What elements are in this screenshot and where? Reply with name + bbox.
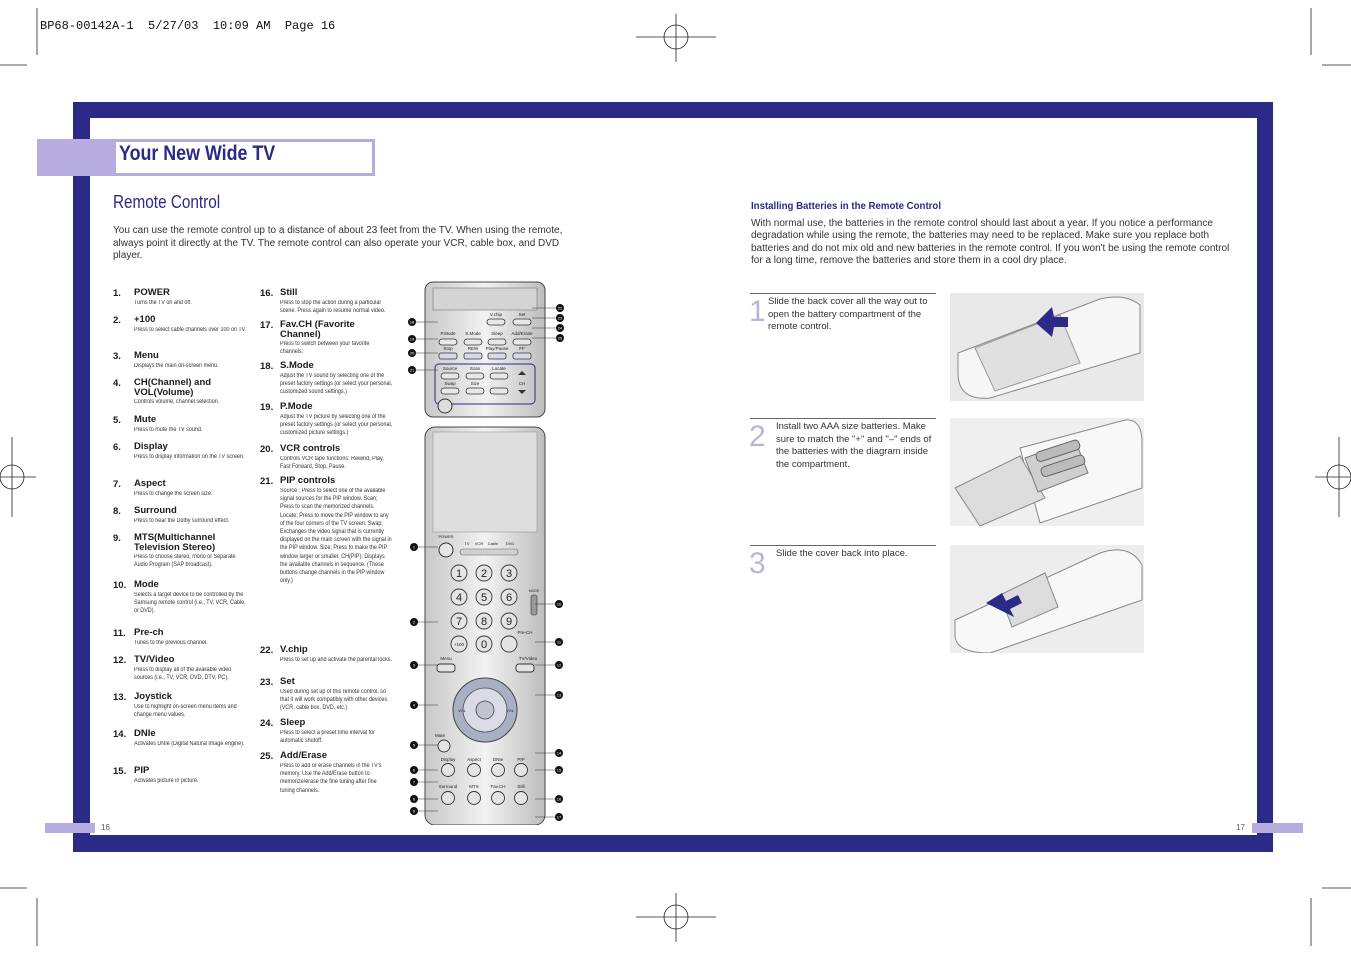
remote-button[interactable] <box>513 319 531 325</box>
item-heading <box>113 288 253 299</box>
remote-button[interactable] <box>439 339 457 345</box>
item-name: TV/Video <box>134 654 175 665</box>
registration-mark-bottom <box>636 893 716 942</box>
item-number: 12. <box>113 655 127 666</box>
callout-number: 1 <box>412 544 416 550</box>
registration-mark-top <box>636 14 716 62</box>
callout-number: 16 <box>556 796 562 802</box>
prech-label: Pre-CH <box>517 630 533 635</box>
install-title: Installing Batteries in the Remote Control <box>751 200 942 212</box>
item-number: 18. <box>260 361 274 372</box>
remote-button-label: Display <box>440 757 456 762</box>
list-item <box>113 655 253 682</box>
remote-button[interactable] <box>515 792 528 805</box>
pip-button[interactable] <box>466 388 484 394</box>
pip-button-label: Locate <box>492 366 506 371</box>
item-heading <box>113 655 253 666</box>
item-description: Press to select cable channels over 100 on TV. <box>134 327 247 333</box>
joystick-center <box>476 701 494 719</box>
item-description: Used during set up of this remote control, so that it will work compatibly with other devices (VCR, cable box, DVD, etc.) <box>280 689 388 712</box>
item-heading <box>260 677 400 688</box>
digit-label: 8 <box>480 616 488 628</box>
item-number: 9. <box>113 533 121 544</box>
step-number: 2 <box>749 420 766 453</box>
item-description: Source ; Press to select one of the available signal sources for the PIP window. Scan; Press to scan the memorized channels. Locate; Press to move the PIP window to any of the four corners of the TV screen. Swap; Exchanges the video signal that is currently displayed on the main screen with the signal in the PIP window. Size; Press to make the PIP window larger or smaller. CH(PIP); Displays the available channels in sequence. (These buttons change channels in the PIP window only.) <box>280 488 392 585</box>
list-item <box>113 479 253 498</box>
item-number: 14. <box>113 729 127 740</box>
item-description: Adjust the TV sound by selecting one of the preset factory settings (or select your personal, customized sound settings.) <box>280 373 393 396</box>
remote-button[interactable] <box>492 764 505 777</box>
item-name: +100 <box>134 314 156 325</box>
item-heading <box>113 378 253 398</box>
remote-button[interactable] <box>513 339 531 345</box>
item-number: 8. <box>113 506 121 517</box>
callout-number: 9 <box>412 808 416 814</box>
list-item <box>113 506 253 525</box>
item-name: Sleep <box>280 717 306 728</box>
item-name: DNIe <box>134 728 156 739</box>
callout-number: 3 <box>412 662 416 668</box>
vcr-button[interactable] <box>513 353 531 359</box>
item-number: 7. <box>113 479 121 490</box>
item-number: 11. <box>113 628 126 639</box>
list-item <box>113 351 253 370</box>
footer-band-left <box>45 823 95 833</box>
callout-number: 11 <box>556 639 562 645</box>
item-name: MTS(Multichannel Television Stereo) <box>134 532 216 553</box>
item-description: Press to display information on the TV screen. <box>134 454 245 460</box>
mute-label: Mute <box>434 733 446 738</box>
remote-button[interactable] <box>442 764 455 777</box>
mode-switch[interactable] <box>531 595 537 615</box>
item-description: Turns the TV on and off. <box>134 300 192 306</box>
power-icon[interactable] <box>439 543 453 557</box>
install-body: With normal use, the batteries in the remote control should last about a year. If you notice a performance degradation while using the remote, the batteries may need to be replaced. Make sure you replace both batteries and do not mix old and new batteries in the remote control. If you won't be using the remote control for a long time, remove the batteries and store them in a cool dry place. <box>751 218 1230 266</box>
remote-button[interactable] <box>442 792 455 805</box>
remote-button[interactable] <box>464 339 482 345</box>
item-heading <box>260 718 400 729</box>
item-description: Press to switch between your favorite channels. <box>280 341 370 356</box>
list-item <box>260 476 400 585</box>
item-description: Activates DNIe (Digital Natural Image engine). <box>134 741 245 747</box>
item-heading <box>113 479 253 490</box>
item-heading <box>113 692 253 703</box>
digit-label: 7 <box>455 616 463 628</box>
item-heading <box>260 444 400 455</box>
step-text: Install two AAA size batteries. Make sure to match the "+" and "–" ends of the batteries with the diagram inside the compartment. <box>776 421 932 470</box>
remote-button[interactable] <box>515 764 528 777</box>
registration-mark-left <box>0 437 36 517</box>
item-name: POWER <box>134 287 170 298</box>
item-heading <box>113 580 253 591</box>
pip-button[interactable] <box>441 373 459 379</box>
callout-number: 5 <box>412 742 416 748</box>
item-number: 13. <box>113 692 127 703</box>
item-name: Aspect <box>134 478 166 489</box>
callout-number: 8 <box>412 796 416 802</box>
remote-button[interactable] <box>492 792 505 805</box>
item-description: Press to change the screen size. <box>134 491 213 497</box>
list-item <box>113 378 253 406</box>
item-heading <box>260 361 400 372</box>
vcr-button-label: Stop <box>443 346 453 351</box>
item-heading <box>113 766 253 777</box>
callout-number: 24 <box>557 325 563 331</box>
item-heading <box>113 442 253 453</box>
list-item <box>260 444 400 471</box>
items-column-1 <box>113 288 253 818</box>
item-heading <box>113 315 253 326</box>
item-name: VCR controls <box>280 443 341 454</box>
digit-label: 6 <box>505 592 513 604</box>
callout-number: 18 <box>409 319 415 325</box>
item-name: Still <box>280 287 298 298</box>
item-number: 2. <box>113 315 121 326</box>
set-label: Set <box>518 312 526 317</box>
item-number: 17. <box>260 320 274 331</box>
battery-step-2-illustration <box>950 418 1144 526</box>
callout-number: 12 <box>556 662 562 668</box>
section-title: Remote Control <box>113 192 221 212</box>
step-number: 3 <box>749 547 766 580</box>
callout-number: 21 <box>409 367 415 373</box>
step-number: 1 <box>749 295 766 328</box>
remote-button-label: Surround <box>438 784 458 789</box>
mode-label: TV <box>464 541 470 546</box>
item-number: 5. <box>113 415 121 426</box>
item-number: 16. <box>260 288 274 299</box>
battery-step-3-illustration <box>950 545 1144 653</box>
pip-button[interactable] <box>466 373 484 379</box>
list-item <box>113 766 253 785</box>
mode-label: DVD <box>505 541 515 546</box>
digit-label: 3 <box>505 568 513 580</box>
vcr-button[interactable] <box>439 353 457 359</box>
item-name: Fav.CH (Favorite Channel) <box>280 319 355 340</box>
item-description: Controls VCR tape functions: Rewind, Play, Fast Forward, Stop, Pause. <box>280 456 384 471</box>
pip-button[interactable] <box>441 388 459 394</box>
list-item <box>113 729 253 748</box>
mute-icon[interactable] <box>438 740 450 752</box>
step-divider <box>750 545 936 546</box>
item-description: Press to add or erase channels in the TV's memory. Use the Add/Erase button to memorize/erase the fine tuning after fine tuning channels. <box>280 763 382 794</box>
list-item <box>113 415 253 434</box>
item-description: Tunes to the previous channel. <box>134 640 208 646</box>
callout-number: 20 <box>409 350 415 356</box>
item-description: Displays the main on-screen menu. <box>134 363 219 369</box>
item-name: Surround <box>134 505 177 516</box>
vcr-button-label: Play/Pause <box>485 346 509 351</box>
item-heading <box>113 506 253 517</box>
menu-button[interactable] <box>437 664 455 672</box>
plus100-label: +100 <box>453 642 465 647</box>
callout-number: 15 <box>556 767 562 773</box>
step-text: Slide the cover back into place. <box>776 548 908 559</box>
remote-button-label: Aspect <box>467 757 481 762</box>
callout-number: 25 <box>557 335 563 341</box>
power-label: POWER <box>438 534 454 539</box>
digit-label: 4 <box>455 592 463 604</box>
remote-button[interactable] <box>488 339 506 345</box>
item-number: 20. <box>260 444 274 455</box>
remote-button-label: Add/Erase <box>511 331 533 336</box>
menu-label: Menu <box>440 656 452 661</box>
callout-number: 22 <box>557 305 563 311</box>
item-heading <box>260 645 400 656</box>
callout-number: 14 <box>556 750 562 756</box>
item-description: Press to set up and activate the parental locks. <box>280 657 392 663</box>
list-item <box>113 533 253 569</box>
item-name: Set <box>280 676 295 687</box>
item-number: 1. <box>113 288 121 299</box>
digit-label: 2 <box>480 568 488 580</box>
vchip-label: V.chip <box>489 312 503 317</box>
ch-label: CH <box>518 381 526 386</box>
item-number: 3. <box>113 351 121 362</box>
pip-button-label: Swap <box>444 381 456 386</box>
remote-button-label: PIP <box>517 757 525 762</box>
remote-button-label: Fav.CH <box>490 784 506 789</box>
digit-label: 0 <box>480 639 488 651</box>
step-text: Slide the back cover all the way out to open the battery compartment of the remote control. <box>768 296 928 332</box>
callout-number: 19 <box>409 336 415 342</box>
item-name: Display <box>134 441 168 452</box>
remote-control-diagram <box>400 280 570 825</box>
list-item <box>260 677 400 713</box>
item-number: 22. <box>260 645 274 656</box>
page-number-left: 16 <box>101 823 110 832</box>
digit-label: 9 <box>505 616 513 628</box>
vol-label: VOL <box>457 708 467 713</box>
item-heading <box>260 476 400 487</box>
callout-number: 6 <box>412 767 416 773</box>
item-name: Joystick <box>134 691 173 702</box>
item-name: PIP <box>134 765 150 776</box>
items-column-2 <box>260 288 400 818</box>
callout-number: 23 <box>557 315 563 321</box>
item-number: 24. <box>260 718 274 729</box>
item-heading <box>113 729 253 740</box>
list-item <box>260 361 400 397</box>
pip-button-label: Size <box>470 381 480 386</box>
callout-number: 17 <box>556 814 562 820</box>
item-heading <box>260 288 400 299</box>
mode-label: Cable <box>487 541 499 546</box>
item-name: Pre-ch <box>134 627 164 638</box>
remote-button[interactable] <box>487 319 505 325</box>
mode-indicator <box>460 549 518 555</box>
item-heading <box>113 351 253 362</box>
list-item <box>260 320 400 356</box>
remote-button-label: P.Mode <box>440 331 456 336</box>
list-item <box>113 628 253 647</box>
step-divider <box>750 418 936 419</box>
remote-button-label: MTS <box>469 784 479 789</box>
item-name: V.chip <box>280 644 308 655</box>
power-icon-top <box>438 399 452 413</box>
item-name: Mode <box>134 579 159 590</box>
item-number: 19. <box>260 402 274 413</box>
remote-button-label: S.Mode <box>465 331 481 336</box>
item-description: Use to highlight on-screen menu items and change menu values. <box>134 704 237 719</box>
list-item <box>260 751 400 795</box>
list-item <box>260 402 400 438</box>
item-name: Menu <box>134 350 159 361</box>
list-item <box>260 645 400 664</box>
callout-number: 7 <box>412 779 416 785</box>
item-name: PIP controls <box>280 475 336 486</box>
item-description: Adjust the TV picture by selecting one of the preset factory settings (or select your personal, customized picture settings.) <box>280 414 393 437</box>
item-number: 4. <box>113 378 121 389</box>
item-name: Add/Erase <box>280 750 327 761</box>
list-item <box>113 580 253 616</box>
footer-band-right <box>1252 823 1303 833</box>
item-name: CH(Channel) and VOL(Volume) <box>134 377 212 398</box>
item-heading <box>113 533 253 553</box>
item-description: Controls volume, channel selection. <box>134 399 220 405</box>
callout-number: 2 <box>412 619 416 625</box>
item-description: Press to stop the action during a particular scene. Press again to resume normal video. <box>280 300 386 315</box>
tvvideo-label: TV/Video <box>518 656 538 661</box>
pip-button[interactable] <box>490 373 508 379</box>
callout-number: 10 <box>556 601 562 607</box>
item-number: 6. <box>113 442 121 453</box>
list-item <box>260 718 400 745</box>
item-name: P.Mode <box>280 401 313 412</box>
digit-label: 5 <box>480 592 488 604</box>
vcr-button-label: FF <box>519 346 525 351</box>
step-divider <box>750 293 936 294</box>
digit-label: 1 <box>455 568 463 580</box>
pip-button-label: Source <box>442 366 458 371</box>
list-item <box>113 442 253 461</box>
item-number: 25. <box>260 751 274 762</box>
page-number-right: 17 <box>1236 823 1245 832</box>
item-description: Press to display all of the available video sources (i.e., TV, VCR, DVD, DTV, PC). <box>134 667 232 682</box>
item-number: 10. <box>113 580 127 591</box>
item-heading <box>113 628 253 639</box>
print-header: BP68-00142A-1 5/27/03 10:09 AM Page 16 <box>40 19 336 33</box>
mode-label: MODE <box>528 589 540 593</box>
item-heading <box>113 415 253 426</box>
item-heading <box>260 402 400 413</box>
item-description: Press to hear the Dolby surround effect. <box>134 518 230 524</box>
pip-button-label: Scan <box>469 366 481 371</box>
item-description: Press to choose stereo, mono or Separate Audio Program (SAP broadcast). <box>134 554 236 569</box>
registration-mark-right <box>1315 437 1351 517</box>
list-item <box>113 692 253 719</box>
remote-button-label: Still <box>517 784 525 789</box>
tvvideo-button[interactable] <box>516 664 534 672</box>
page-title: Your New Wide TV <box>119 142 276 165</box>
item-name: S.Mode <box>280 360 314 371</box>
item-heading <box>260 320 400 340</box>
list-item <box>113 288 253 307</box>
vcr-button[interactable] <box>464 353 482 359</box>
item-heading <box>260 751 400 762</box>
vcr-button[interactable] <box>488 353 506 359</box>
list-item <box>113 315 253 334</box>
item-description: Press to mute the TV sound. <box>134 427 203 433</box>
battery-step-1-illustration <box>950 293 1144 401</box>
remote-button-label: Sleep <box>491 331 503 336</box>
vol-label: VOL <box>505 708 515 713</box>
prech-button[interactable] <box>501 636 517 652</box>
remote-button[interactable] <box>468 792 481 805</box>
item-number: 23. <box>260 677 274 688</box>
callout-number: 13 <box>556 692 562 698</box>
item-description: Press to select a preset time interval for automatic shutoff. <box>280 730 375 745</box>
pip-button[interactable] <box>490 388 508 394</box>
item-description: Activates picture in picture. <box>134 778 199 784</box>
remote-button-label: DNIe <box>492 757 504 762</box>
item-number: 15. <box>113 766 127 777</box>
item-name: Mute <box>134 414 157 425</box>
callout-number: 4 <box>412 702 416 708</box>
mode-label: VCR <box>474 541 484 546</box>
item-number: 21. <box>260 476 274 487</box>
list-item <box>260 288 400 315</box>
vcr-button-label: REW <box>467 346 479 351</box>
remote-button[interactable] <box>468 764 481 777</box>
item-description: Selects a target device to be controlled by the Samsung remote control (i.e., TV, VCR, Cable, or DVD). <box>134 592 246 615</box>
intro-paragraph: You can use the remote control up to a distance of about 23 feet from the TV. When using the remote, always point it directly at the TV. The remote control can also operate your VCR, cable box, and DVD player. <box>113 225 563 262</box>
